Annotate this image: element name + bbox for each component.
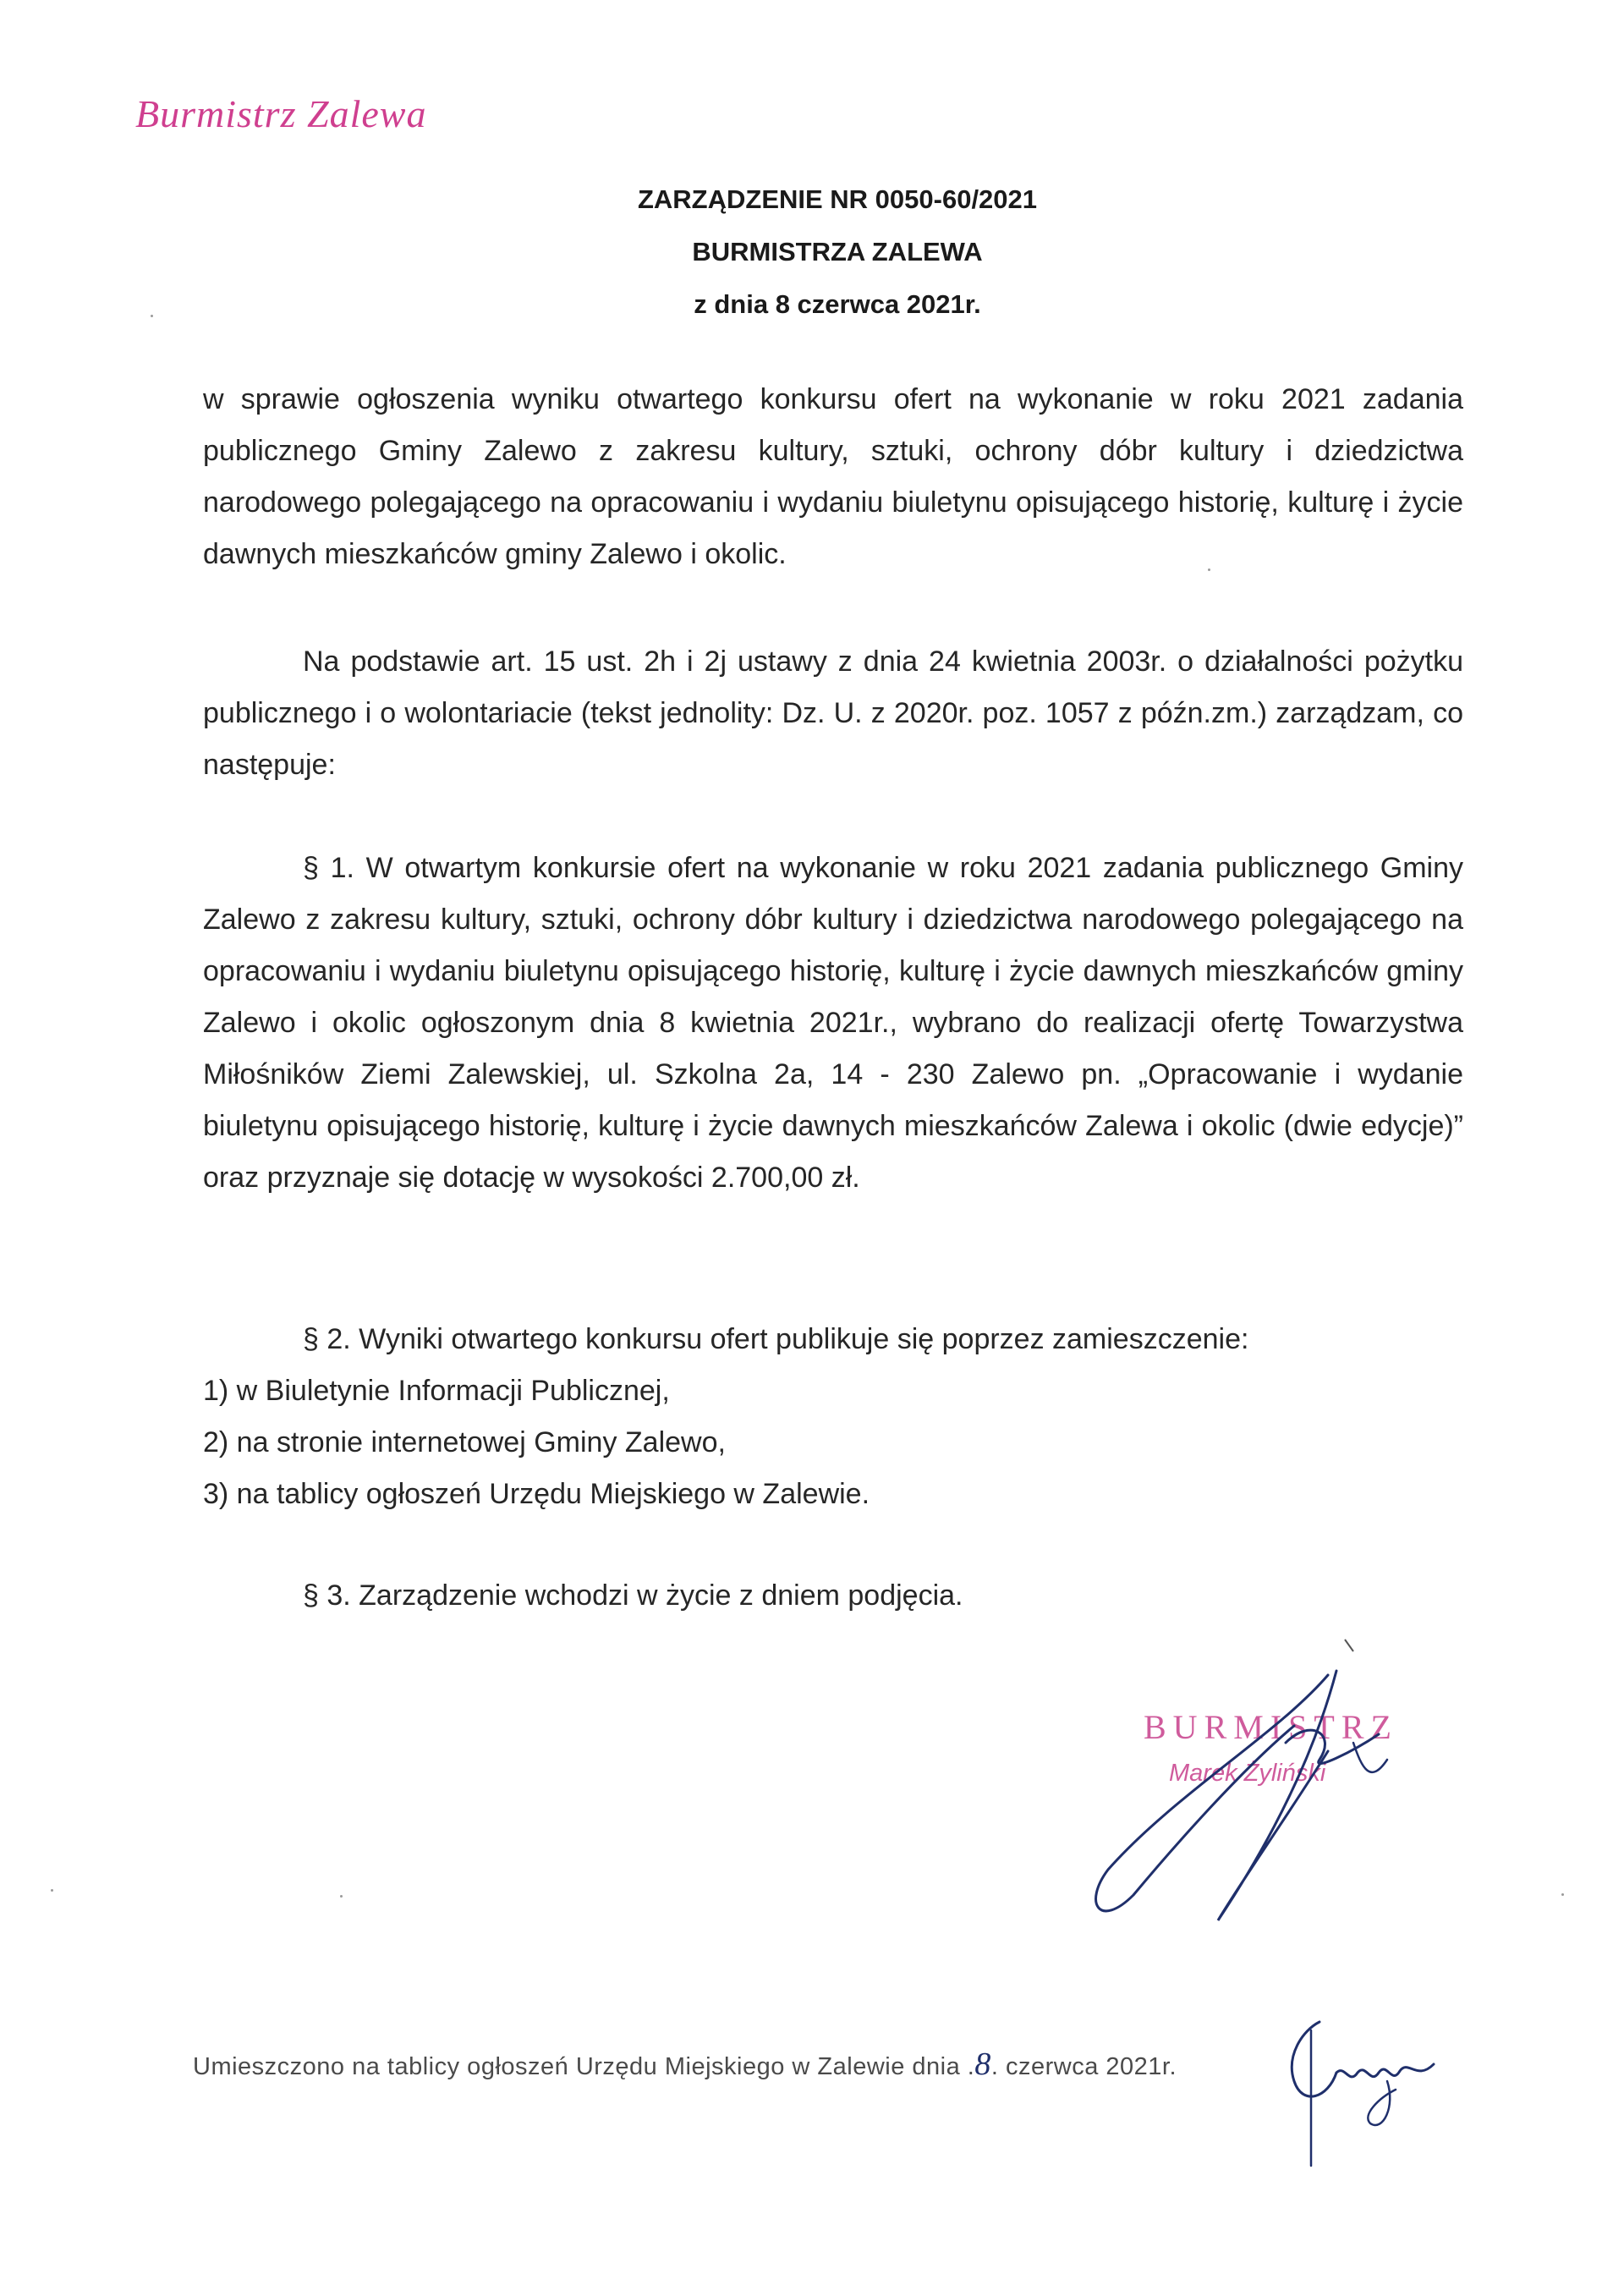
title-line-1: ZARZĄDZENIE NR 0050-60/2021 (637, 184, 1038, 214)
scan-speck (1561, 1893, 1564, 1896)
section-3-paragraph: § 3. Zarządzenie wchodzi w życie z dniem podjęcia. (303, 1579, 963, 1612)
section-2-item-3: 3) na tablicy ogłoszeń Urzędu Miejskiego w Zalewie. (203, 1478, 870, 1510)
section-1-paragraph: § 1. W otwartym konkursie ofert na wykonanie w roku 2021 zadania publicznego Gminy Zalewo z zakresu kultury, sztuki, ochrony dóbr kultury i dziedzictwa narodowego polegającego na opracowaniu i wydaniu biuletynu opisującego historię, kulturę i życie dawnych mieszkańców gminy Zalewo i okolic ogłoszonym dnia 8 kwietnia 2021r., wybrano do realizacji ofertę Towarzystwa Miłośników Ziemi Zalewskiej, ul. Szkolna 2a, 14 - 230 Zalewo pn. „Opracowanie i wydanie biuletynu opisującego historię, kulturę i życie dawnych mieszkańców Zalewa i okolic (dwie edycje)” oraz przyznaje się dotację w wysokości 2.700,00 zł. (203, 852, 1463, 1194)
scan-speck (51, 1889, 53, 1892)
signature-stamp-name: Marek Żyliński (1169, 1760, 1326, 1787)
subject-paragraph: w sprawie ogłoszenia wyniku otwartego konkursu ofert na wykonanie w roku 2021 zadania publicznego Gminy Zalewo z zakresu kultury, sztuki, ochrony dóbr kultury i dziedzictwa narodowego polegającego na opracowaniu i wydaniu biuletynu opisującego historię, kulturę i życie dawnych mieszkańców gminy Zalewo i okolic. (203, 383, 1463, 570)
posting-day-handwritten: 8 (974, 2046, 991, 2082)
title-line-2: BURMISTRZA ZALEWA (692, 237, 983, 266)
scan-speck (340, 1895, 343, 1898)
footer-signature-icon (1269, 2005, 1455, 2174)
document-title (0, 173, 1624, 331)
posting-note (193, 2046, 1177, 2083)
handwritten-signature-icon (1074, 1633, 1480, 1937)
section-2-item-1: 1) w Biuletynie Informacji Publicznej, (203, 1375, 670, 1407)
scan-speck (1208, 569, 1210, 571)
scan-speck (151, 315, 153, 317)
section-2-lead: § 2. Wyniki otwartego konkursu ofert publikuje się poprzez zamieszczenie: (303, 1323, 1249, 1355)
header-stamp: Burmistrz Zalewa (135, 92, 427, 135)
signature-stamp-title: BURMISTRZ (1144, 1708, 1398, 1746)
posting-note-prefix: Umieszczono na tablicy ogłoszeń Urzędu Miejskiego w Zalewie dnia . (193, 2053, 975, 2080)
section-2-item-2: 2) na stronie internetowej Gminy Zalewo, (203, 1426, 726, 1458)
title-line-3: z dnia 8 czerwca 2021r. (694, 289, 981, 319)
legal-basis-paragraph: Na podstawie art. 15 ust. 2h i 2j ustawy z dnia 24 kwietnia 2003r. o działalności pożytku publicznego i o wolontariacie (tekst jednolity: Dz. U. z 2020r. poz. 1057 z późn.zm.) zarządzam, co następuje: (203, 645, 1463, 781)
mayor-signature-area (1074, 1633, 1480, 1937)
section-2-block (203, 1314, 1463, 1520)
posting-note-suffix: . czerwca 2021r. (990, 2053, 1177, 2080)
